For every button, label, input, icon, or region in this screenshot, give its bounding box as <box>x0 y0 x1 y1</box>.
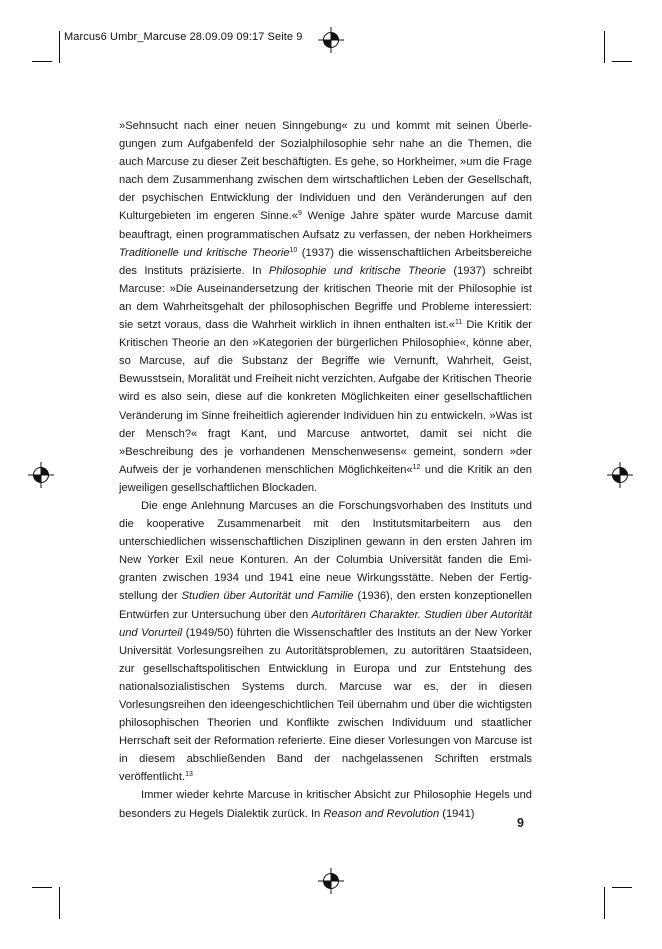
crop-mark-bottom-right-vertical <box>604 887 605 919</box>
text-run: (1937) die wissenschaftlichen Arbeitsbereiche des Instituts präzisierte. In <box>119 246 532 277</box>
footnote-reference: 13 <box>185 771 193 779</box>
text-run: Wenige Jahre später wurde Marcuse damit beauftragt, einen programmatischen Aufsatz zu verfassen, der neben Horkheimers <box>119 210 533 241</box>
text-run: Immer wieder kehrte Marcuse in kritischer Absicht zur Philosophie Hegels und besonders zu Hegels Dialektik zurück. In <box>119 789 532 820</box>
paragraph-1 <box>119 117 532 497</box>
italic-title: Autoritären Charakter. Studien über Autorität und Vorurteil <box>119 608 532 639</box>
page-number: 9 <box>517 816 524 830</box>
italic-title: Philosophie und kritische Theorie <box>268 264 446 277</box>
crop-mark-top-right-horizontal <box>612 61 632 62</box>
text-run: (1941) <box>439 807 475 820</box>
footnote-reference: 11 <box>455 319 463 327</box>
crop-mark-bottom-left-horizontal <box>32 887 52 888</box>
text-run: (1936), den ersten konzeptionellen Entwürfen zur Untersuchung über den <box>119 590 532 621</box>
crop-mark-bottom-left-vertical <box>59 887 60 919</box>
crop-mark-bottom-right-horizontal <box>612 887 632 888</box>
registration-mark-icon <box>28 462 54 488</box>
crop-mark-top-left-horizontal <box>32 61 52 62</box>
registration-mark-icon <box>318 868 344 894</box>
crop-mark-top-right-vertical <box>604 31 605 63</box>
italic-title: Traditionelle und kritische Theorie <box>119 246 290 259</box>
footnote-reference: 10 <box>289 246 298 254</box>
text-run: »Sehnsucht nach einer neuen Sinngebung« zu und kommt mit seinen Überlegungen zum Aufgabenfeld der Sozialphilosophie sehr nahe an die Themen, die auch Marcuse zu dieser Zeit beschäftigten. Es gehe, so Horkheimer, »um die Frage nach dem Zusammenhang zwischen dem wirtschaftlichen Leben der Gesellschaft, der psychischen Entwicklung der Individuen und den Veränderungen auf den Kulturgebieten im engeren Sinne.« <box>119 120 532 223</box>
print-slug-line: Marcus6 Umbr_Marcuse 28.09.09 09:17 Seite 9 <box>64 31 303 43</box>
text-run: und die Kritik an den jeweiligen gesellschaftlichen Blockaden. <box>119 463 533 494</box>
italic-title: Studien über Autorität und Familie <box>181 590 354 603</box>
text-run: (1937) schreibt Marcuse: »Die Auseinandersetzung der kritischen Theorie mit der Philosophie ist an dem Wahrheitsgehalt der philosophischen Begriffe und Probleme interessiert: sie setzt voraus, dass die Wahrheit wirklich in ihnen enthalten ist.« <box>119 264 532 332</box>
paragraph-2 <box>119 497 532 787</box>
body-text <box>119 117 532 823</box>
footnote-reference: 12 <box>412 463 421 471</box>
registration-mark-icon <box>318 27 344 53</box>
text-run: Die enge Anlehnung Marcuses an die Forschungsvorhaben des Instituts und die kooperative Zusammenarbeit mit den Institutsmitarbeitern aus den unterschiedlichen wissenschaftlichen Disziplinen gewann in den ersten Jahren im New Yorker Exil neue Konturen. An der Columbia Universität fanden die Emigranten zwischen 1934 und 1941 eine neue Wirkungsstätte. Neben der Fertigstellung der <box>119 499 532 603</box>
text-run: (1949/50) führten die Wissenschaftler des Instituts an der New Yorker Universität Vorlesungsreihen zu Autoritätsproblemen, zu autoritären Staatsideen, zur gesellschaftspolitischen Entwicklung in Europa und zur Entstehung des nationalsozialistischen Systems durch. Marcuse war es, der in diesen Vorlesungsreihen den ideengeschichtlichen Teil übernahm und über die wichtigsten philosophischen Theorien und Konflikte zwischen Individuum und staatlicher Herrschaft seit der Reformation referierte. Eine dieser Vorlesungen von Marcuse ist in diesem abschließenden Band der nachgelassenen Schriften erstmals veröffentlicht. <box>119 626 532 784</box>
italic-title: Reason and Revolution <box>323 807 440 820</box>
paragraph-3 <box>119 786 532 822</box>
registration-mark-icon <box>607 462 633 488</box>
crop-mark-top-left-vertical <box>59 31 60 63</box>
text-run: Die Kritik der Kritischen Theorie an den »Kategorien der bürgerlichen Philosophie«, könne aber, so Marcuse, auf die Substanz der Begriffe wie Vernunft, Wahrheit, Geist, Bewusstsein, Moralität und Freiheit nicht verzichten. Aufgabe der Kritischen Theorie wird es also sein, diese auf die konkreten Möglichkeiten einer gesellschaftlichen Veränderung im Sinne freiheitlich agierender Individuen hin zu entwickeln. »Was ist der Mensch?« fragt Kant, und Marcuse antwortet, damit sei nicht die »Beschreibung des je vorhandenen Menschenwesens« gemeint, sondern »der Aufweis der je vorhandenen menschlichen Möglichkeiten« <box>119 319 532 476</box>
footnote-reference: 9 <box>297 210 302 218</box>
